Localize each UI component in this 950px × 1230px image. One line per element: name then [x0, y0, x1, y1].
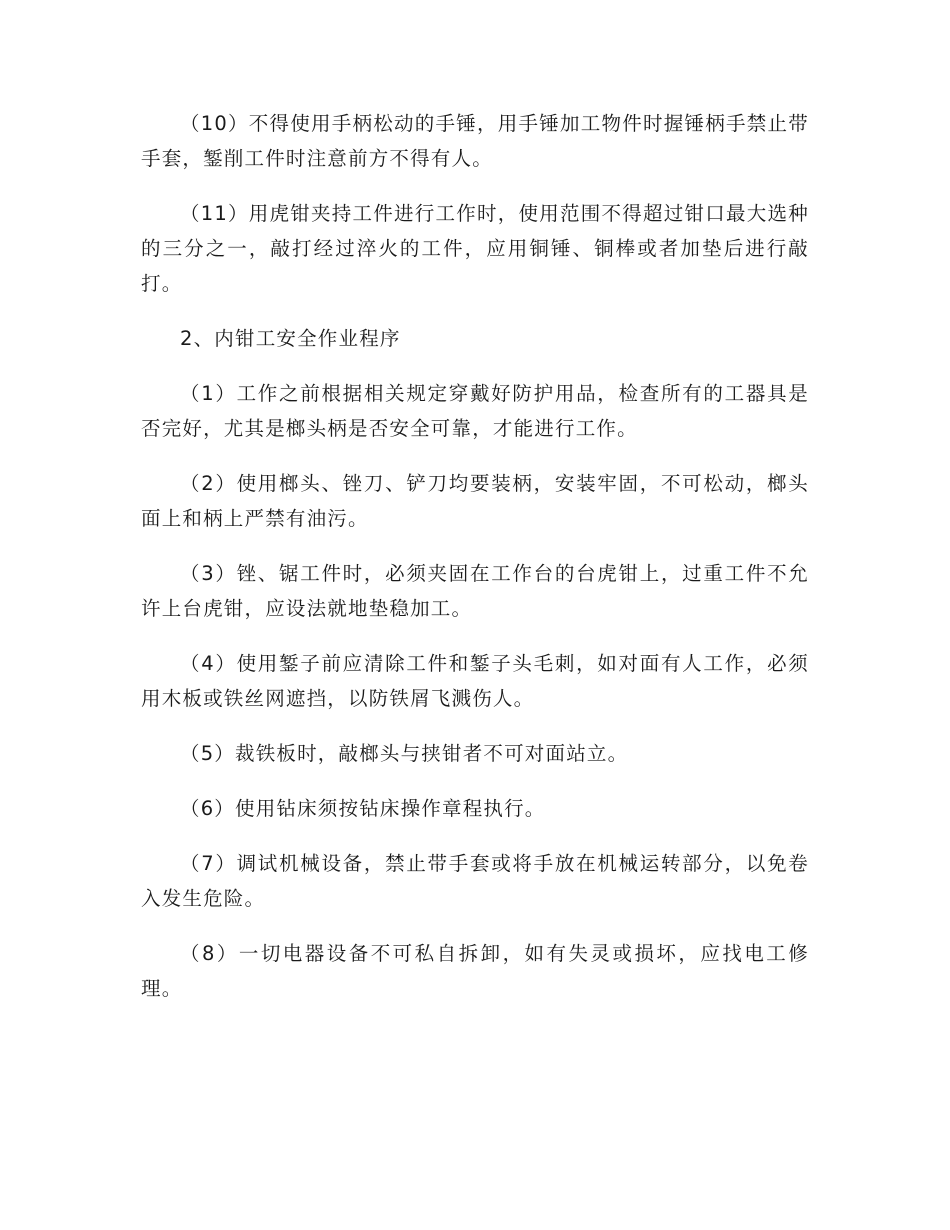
paragraph-rule-10: （10）不得使用手柄松动的手锤，用手锤加工物件时握锤柄手禁止带手套，錾削工件时注意前方不得有人。 [141, 112, 809, 170]
paragraph-rule-2: （2）使用榔头、锉刀、铲刀均要装柄，安装牢固，不可松动，榔头面上和柄上严禁有油污。 [141, 472, 809, 530]
paragraph-rule-4: （4）使用錾子前应清除工件和錾子头毛刺，如对面有人工作，必须用木板或铁丝网遮挡，以防铁屑飞溅伤人。 [141, 652, 809, 710]
paragraph-rule-5: （5）裁铁板时，敲榔头与挟钳者不可对面站立。 [180, 742, 629, 765]
paragraph-rule-6: （6）使用钻床须按钻床操作章程执行。 [180, 797, 546, 820]
paragraph-rule-11: （11）用虎钳夹持工件进行工作时，使用范围不得超过钳口最大选种的三分之一，敲打经过淬火的工件，应用铜锤、铜棒或者加垫后进行敲打。 [141, 202, 809, 295]
paragraph-rule-1: （1）工作之前根据相关规定穿戴好防护用品，检查所有的工器具是否完好，尤其是榔头柄是否安全可靠，才能进行工作。 [141, 382, 809, 440]
paragraph-rule-7: （7）调试机械设备，禁止带手套或将手放在机械运转部分，以免卷入发生危险。 [141, 852, 809, 910]
paragraph-rule-3: （3）锉、锯工件时，必须夹固在工作台的台虎钳上，过重工件不允许上台虎钳，应设法就地垫稳加工。 [141, 562, 809, 620]
paragraph-rule-8: （8）一切电器设备不可私自拆卸，如有失灵或损坏，应找电工修理。 [141, 942, 809, 1000]
document-body [141, 106, 809, 1026]
section-heading: 2、内钳工安全作业程序 [180, 327, 401, 350]
